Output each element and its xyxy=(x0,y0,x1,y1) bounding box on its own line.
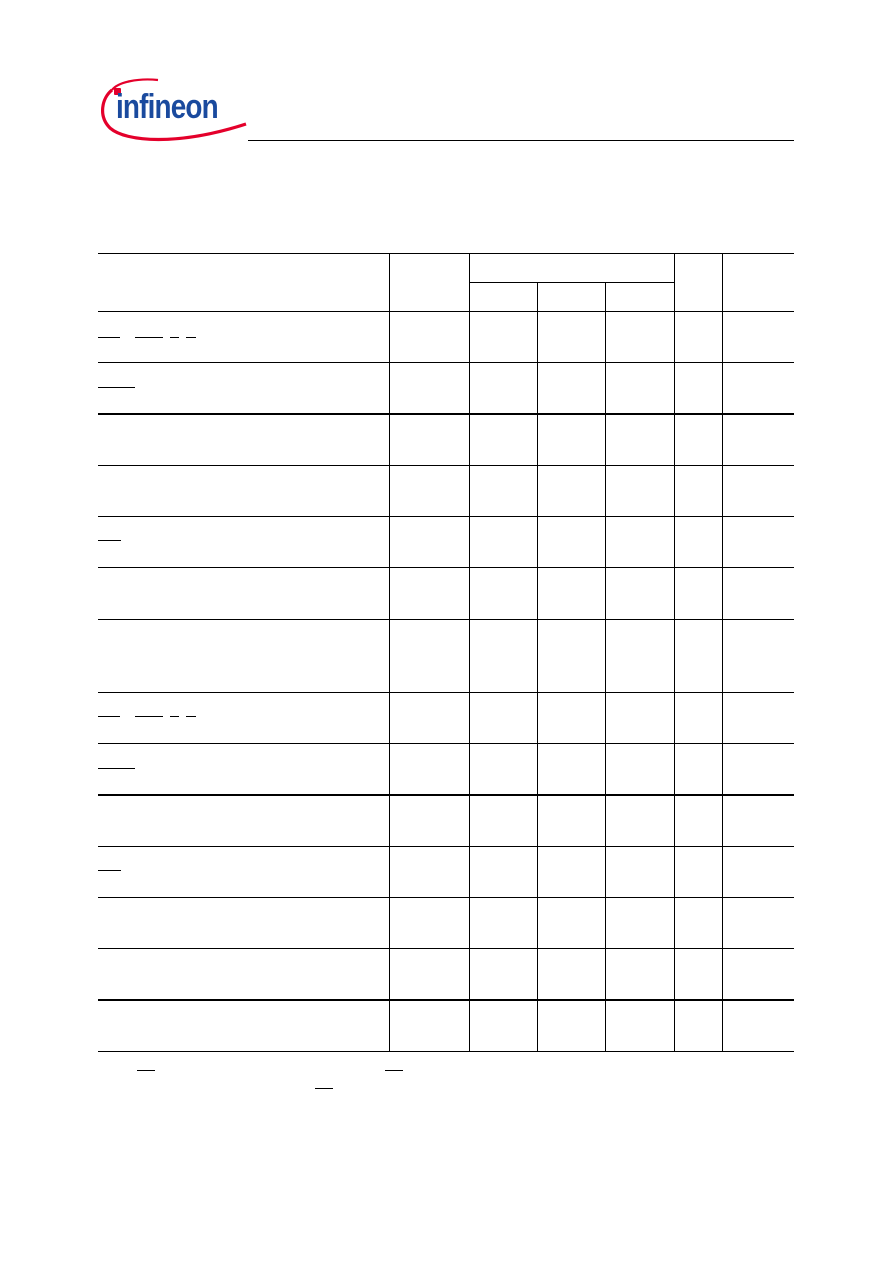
row-border xyxy=(98,516,794,517)
signal-overbar xyxy=(98,870,121,871)
signal-overbar xyxy=(170,716,179,717)
table-top-border xyxy=(98,253,794,254)
signal-overbar xyxy=(135,716,163,717)
column-divider xyxy=(605,282,606,1051)
column-divider xyxy=(674,253,675,1051)
table-bottom-border xyxy=(98,1051,794,1052)
logo-wordmark: infineon xyxy=(116,88,218,126)
row-border xyxy=(98,567,794,568)
column-divider xyxy=(537,282,538,1051)
row-border-thick xyxy=(98,794,794,796)
row-border xyxy=(98,897,794,898)
row-border xyxy=(98,465,794,466)
column-divider xyxy=(469,253,470,1051)
header-bottom-border xyxy=(98,311,794,312)
footnote-overbar xyxy=(385,1070,403,1071)
signal-overbar xyxy=(186,337,196,338)
signal-overbar xyxy=(98,387,135,388)
signal-overbar xyxy=(98,716,120,717)
row-border-thick xyxy=(98,999,794,1001)
column-divider xyxy=(389,253,390,1051)
footnote-overbar xyxy=(315,1088,333,1089)
signal-overbar xyxy=(186,716,196,717)
row-border-thick xyxy=(98,413,794,415)
signal-overbar xyxy=(135,337,163,338)
row-border xyxy=(98,948,794,949)
row-border xyxy=(98,362,794,363)
row-border xyxy=(98,619,794,620)
subheader-rule xyxy=(469,282,674,283)
row-border xyxy=(98,743,794,744)
signal-overbar xyxy=(170,337,179,338)
signal-overbar xyxy=(98,540,121,541)
column-divider xyxy=(722,253,723,1051)
footnote-overbar xyxy=(137,1070,155,1071)
row-border xyxy=(98,846,794,847)
signal-overbar xyxy=(98,768,135,769)
signal-overbar xyxy=(98,337,120,338)
row-border xyxy=(98,692,794,693)
